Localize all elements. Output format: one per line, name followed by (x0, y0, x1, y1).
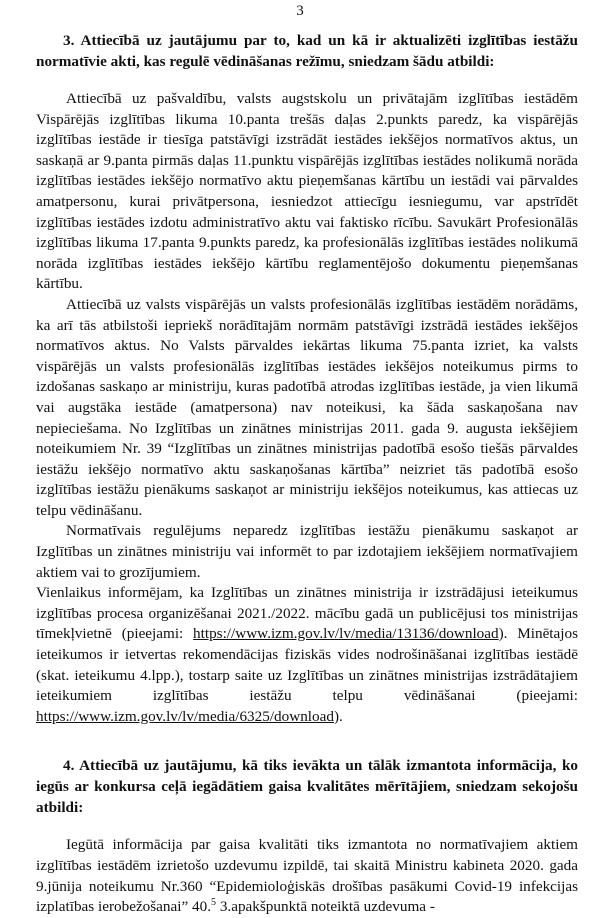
section-3 (36, 30, 578, 727)
section-4-heading: 4. Attiecībā uz jautājumu, kā tiks ievākta un tālāk izmantota informācija, ko iegūs ar konkursa ceļā iegādātiem gaisa kvalitātes mērītājiem, sniedzam sekojošu atbildi: (36, 757, 578, 817)
ministry-recommendations-link[interactable]: https://www.izm.gov.lv/lv/media/13136/download (193, 625, 499, 643)
section-3-paragraph-4: Vienlaikus informējam, ka Izglītības un zinātnes ministrija ir izstrādājusi ieteikumus izglītības procesa organizēšanai 2021./2022. mācību gadā un publicējusi tos ministrijas tīmekļvietnē (pieejami: https://www.izm.gov.lv/lv/media/13136/download). Minētajos ieteikumos ir ietvertas rekomendācijas fiziskās vides nodrošināšanai izglītības iestādē (skat. ieteikumu 4.lpp.), tostarp saite uz Izglītības un zinātnes ministrijas izstrādātajiem ieteikumiem izglītības iestāžu telpu vēdināšanai (pieejami: https://www.izm.gov.lv/lv/media/6325/download). (36, 584, 578, 725)
letter-body (36, 30, 578, 918)
page-number: 3 (296, 3, 304, 19)
section-3-paragraph-2: Attiecībā uz valsts vispārējās un valsts profesionālās izglītības iestādēm norādāms, ka arī tās atbilstoši iepriekš norādītajām normām patstāvīgi izstrādā iestādes iekšējos normatīvos aktus. No Valsts pārvaldes iekārtas likuma 75.panta izriet, ka valsts vispārējās un valsts profesionālās izglītības iestādes iekšējos noteikumus pirms to izdošanas saskaņo ar ministriju, kuras padotībā atrodas izglītības iestāde, ja vien likumā vai augstāka iestāde (amatpersona) nav noteikusi, ka šāda saskaņošana nav nepieciešama. No Izglītības un zinātnes ministrijas 2011. gada 9. augusta iekšējiem noteikumiem Nr. 39 “Izglītības un zinātnes ministrijas padotībā esošo tiešās pārvaldes iestāžu iekšējo normatīvo aktu saskaņošanas kārtība” neizriet tās padotībā esošo izglītības iestāžu pienākums saskaņot ar ministriju iekšējos noteikumus, kas attiecas uz telpu vēdināšanu. (36, 295, 578, 519)
section-4-paragraph-1: Iegūtā informācija par gaisa kvalitāti tiks izmantota no normatīvajiem aktiem izglītības iestādēm izrietošo uzdevumu izpildē, tai skaitā Ministru kabineta 2020. gada 9.jūnija noteikumu Nr.360 “Epidemioloģiskās drošības pasākumi Covid-19 infekcijas izplatības ierobežošanai” 40.$^5$ 3.apakšpunktā noteiktā uzdevuma - (36, 836, 578, 916)
superscript-5: 5 (211, 897, 217, 909)
section-4 (36, 755, 578, 917)
section-3-paragraph-1: Attiecībā uz pašvaldību, valsts augstskolu un privātajām izglītības iestādēm Vispārējās izglītības likuma 10.panta trešās daļas 2.punkts paredz, ka vispārējās izglītības iestāde ir tiesīga patstāvīgi izstrādāt iestādes iekšējos normatīvos aktus, un saskaņā ar 9.panta pirmās daļas 11.punktu vispārējās izglītības iestādes nolikumā norāda izglītības iestādes iekšējo normatīvo aktu pieņemšanas kārtību un iestādi vai pārvaldes amatpersonu, kurai privātpersona, iesniedzot attiecīgu iesniegumu, var apstrīdēt izglītības iestādes izdotu administratīvo aktu vai faktisko rīcību. Savukārt Profesionālās izglītības likuma 17.panta 9.punkts paredz, ka profesionālās izglītības iestādes nolikumā norāda izglītības iestādes iekšējo kārtību reglamentējošo dokumentu pieņemšanas kārtību. (36, 90, 578, 293)
section-3-heading: 3. Attiecībā uz jautājumu par to, kad un kā ir aktualizēti izglītības iestāžu normatīvie akti, kas regulē vēdināšanas režīmu, sniedzam šādu atbildi: (36, 32, 578, 70)
ventilation-recommendations-link[interactable]: https://www.izm.gov.lv/lv/media/6325/download (36, 707, 334, 725)
section-3-paragraph-3: Normatīvais regulējums neparedz izglītības iestāžu pienākumu saskaņot ar Izglītības un zinātnes ministriju vai informēt to par izdotajiem iekšējiem normatīvajiem aktiem vai to grozījumiem. (36, 522, 578, 581)
